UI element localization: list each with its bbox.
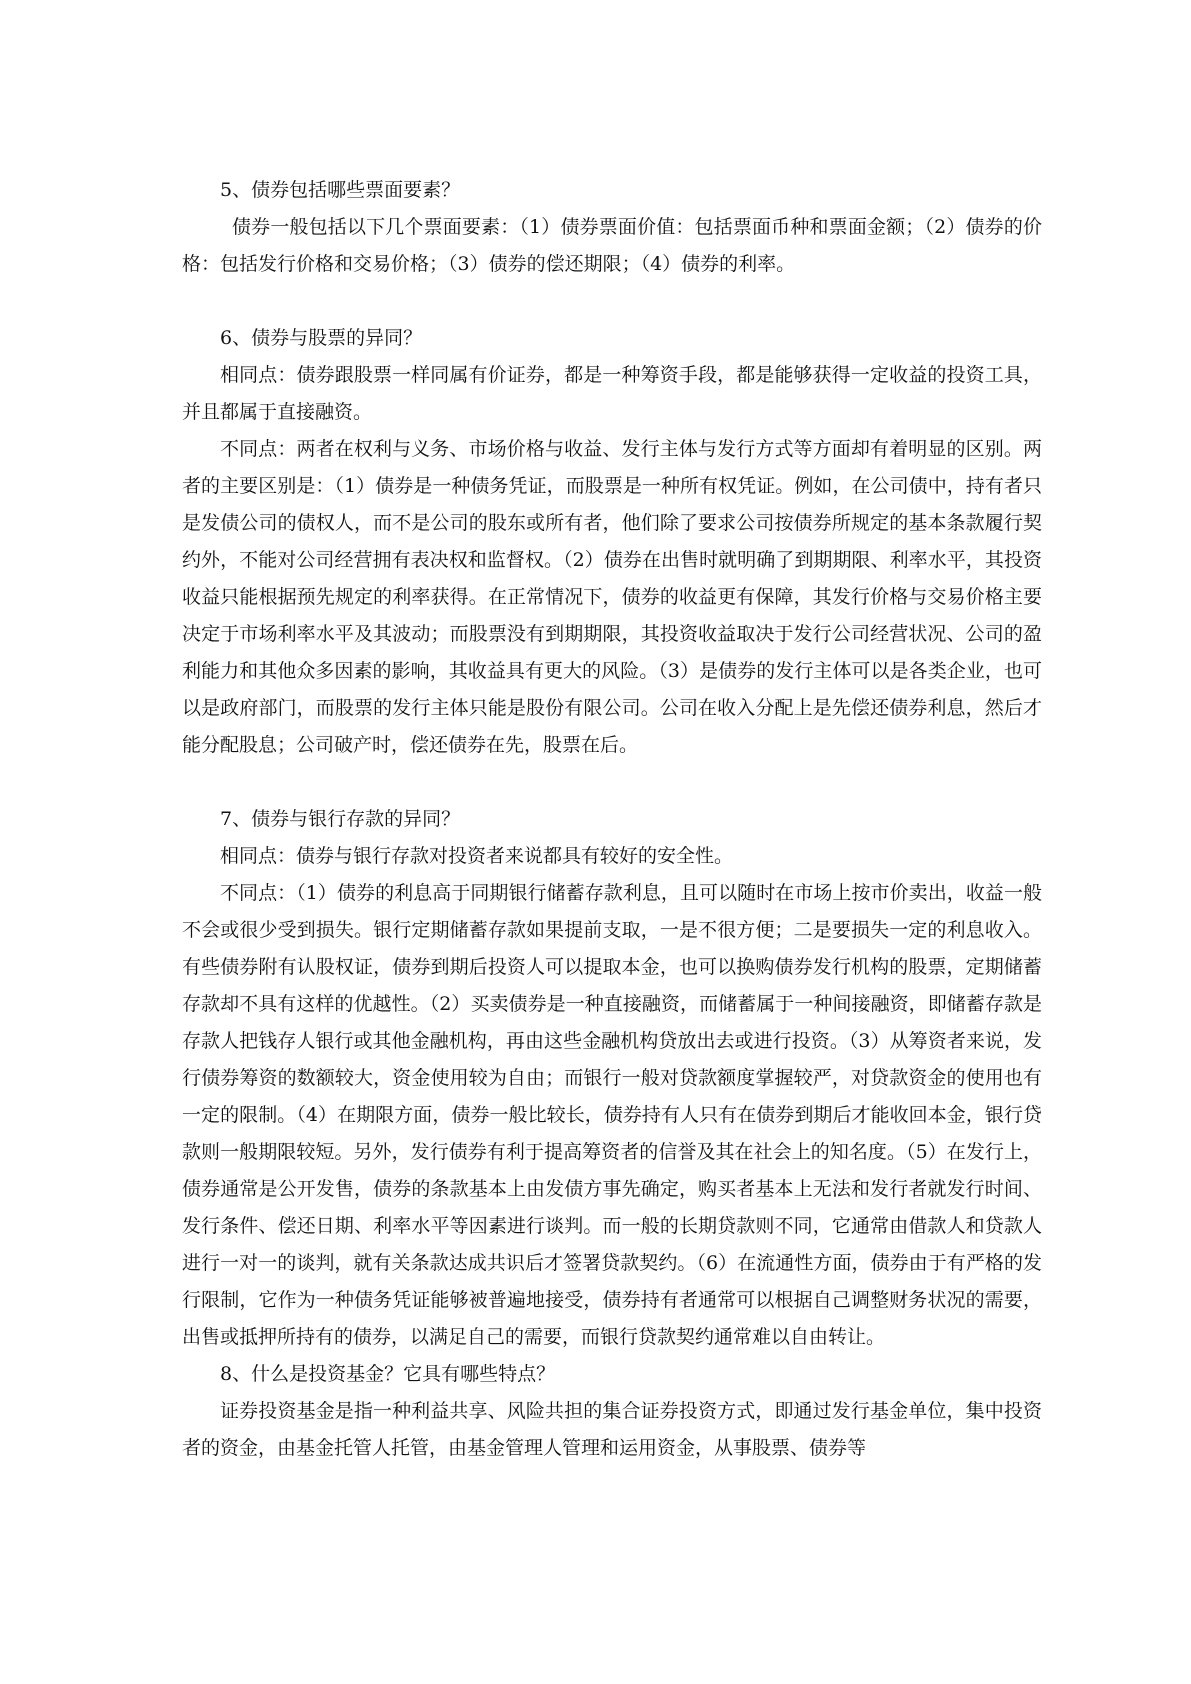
answer-paragraph: 债券一般包括以下几个票面要素：（1）债券票面价值：包括票面币种和票面金额；（2）债券的价格：包括发行价格和交易价格；（3）债券的偿还期限；（4）债券的利率。 xyxy=(182,216,1042,275)
question-heading: 6、债券与股票的异同？ xyxy=(220,327,423,349)
section-8 xyxy=(182,1356,1042,1467)
answer-paragraph: 相同点：债券与银行存款对投资者来说都具有较好的安全性。 xyxy=(220,845,734,867)
section-7 xyxy=(182,801,1042,1356)
document-page xyxy=(182,172,1042,1467)
question-heading: 8、什么是投资基金？它具有哪些特点？ xyxy=(220,1363,556,1385)
question-heading: 5、债券包括哪些票面要素？ xyxy=(220,179,461,201)
answer-paragraph: 证券投资基金是指一种利益共享、风险共担的集合证券投资方式，即通过发行基金单位，集中投资者的资金，由基金托管人托管，由基金管理人管理和运用资金，从事股票、债券等 xyxy=(182,1400,1042,1459)
answer-paragraph: 相同点：债券跟股票一样同属有价证券，都是一种筹资手段，都是能够获得一定收益的投资工具，并且都属于直接融资。 xyxy=(182,364,1042,423)
question-heading: 7、债券与银行存款的异同？ xyxy=(220,808,461,830)
section-6 xyxy=(182,320,1042,764)
section-5 xyxy=(182,172,1042,283)
answer-paragraph: 不同点：（1）债券的利息高于同期银行储蓄存款利息，且可以随时在市场上按市价卖出，收益一般不会或很少受到损失。银行定期储蓄存款如果提前支取，一是不很方便；二是要损失一定的利息收入。有些债券附有认股权证，债券到期后投资人可以提取本金，也可以换购债券发行机构的股票，定期储蓄存款却不具有这样的优越性。（2）买卖债券是一种直接融资，而储蓄属于一种间接融资，即储蓄存款是存款人把钱存人银行或其他金融机构，再由这些金融机构贷放出去或进行投资。（3）从筹资者来说，发行债券筹资的数额较大，资金使用较为自由；而银行一般对贷款额度掌握较严，对贷款资金的使用也有一定的限制。（4）在期限方面，债券一般比较长，债券持有人只有在债券到期后才能收回本金，银行贷款则一般期限较短。另外，发行债券有利于提高筹资者的信誉及其在社会上的知名度。（5）在发行上，债券通常是公开发售，债券的条款基本上由发债方事先确定，购买者基本上无法和发行者就发行时间、发行条件、偿还日期、利率水平等因素进行谈判。而一般的长期贷款则不同，它通常由借款人和贷款人进行一对一的谈判，就有关条款达成共识后才签署贷款契约。（6）在流通性方面，债券由于有严格的发行限制，它作为一种债务凭证能够被普遍地接受，债券持有者通常可以根据自己调整财务状况的需要，出售或抵押所持有的债券，以满足自己的需要，而银行贷款契约通常难以自由转让。 xyxy=(182,882,1042,1348)
answer-paragraph: 不同点：两者在权利与义务、市场价格与收益、发行主体与发行方式等方面却有着明显的区别。两者的主要区别是：（1）债券是一种债务凭证，而股票是一种所有权凭证。例如，在公司债中，持有者只是发债公司的债权人，而不是公司的股东或所有者，他们除了要求公司按债券所规定的基本条款履行契约外，不能对公司经营拥有表决权和监督权。（2）债券在出售时就明确了到期期限、利率水平，其投资收益只能根据预先规定的利率获得。在正常情况下，债券的收益更有保障，其发行价格与交易价格主要决定于市场利率水平及其波动；而股票没有到期期限，其投资收益取决于发行公司经营状况、公司的盈利能力和其他众多因素的影响，其收益具有更大的风险。（3）是债券的发行主体可以是各类企业，也可以是政府部门，而股票的发行主体只能是股份有限公司。公司在收入分配上是先偿还债券利息，然后才能分配股息；公司破产时，偿还债券在先，股票在后。 xyxy=(182,438,1042,756)
